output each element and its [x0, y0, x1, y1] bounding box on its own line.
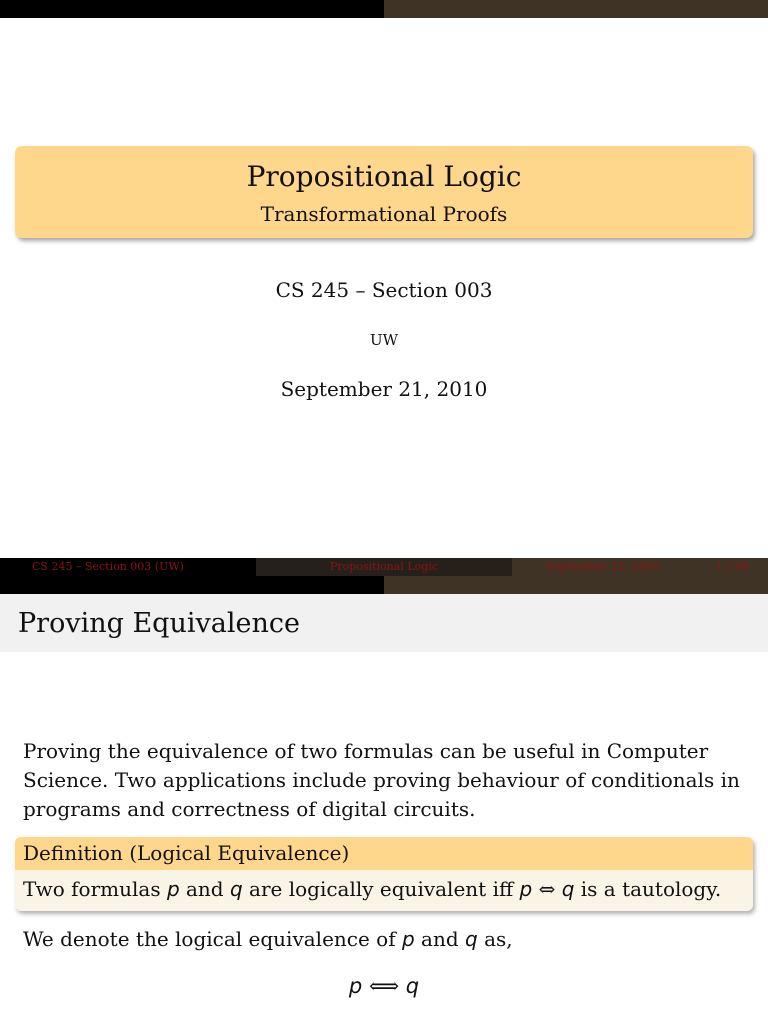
frame-title: Proving Equivalence — [18, 608, 300, 639]
definition-heading: Definition (Logical Equivalence) — [15, 837, 753, 870]
top-bar — [0, 0, 768, 18]
footer-author: CS 245 – Section 003 (UW) — [0, 558, 256, 576]
footer-page-number: 1 / 24 — [716, 560, 748, 573]
footer-title: Propositional Logic — [256, 558, 512, 576]
presentation-subtitle: Transformational Proofs — [260, 202, 508, 226]
title-box — [15, 146, 753, 238]
var-q: q — [229, 877, 243, 901]
footer-bar — [0, 558, 768, 576]
course-name: CS 245 – Section 003 — [275, 278, 493, 302]
equivalence-formula: p ⟺ q — [348, 974, 420, 998]
biconditional-symbol: ⇔ — [538, 877, 556, 901]
institution: UW — [369, 331, 399, 349]
definition-block — [15, 837, 753, 911]
frame-title-bar — [0, 594, 768, 652]
definition-body: Two formulas p and q are logically equivalent iff p ⇔ q is a tautology. — [23, 877, 722, 901]
footer-date: September 21, 2010 — [546, 560, 660, 573]
presentation-date: September 21, 2010 — [280, 377, 488, 401]
presentation-title: Propositional Logic — [246, 160, 522, 193]
var-p: p — [166, 877, 180, 901]
denote-sentence: We denote the logical equivalence of p and q as, — [23, 927, 513, 951]
footer-right — [512, 558, 768, 576]
equivalence-symbol: ⟺ — [368, 974, 400, 998]
content-slide — [0, 576, 768, 1024]
intro-paragraph: Proving the equivalence of two formulas can be useful in Computer Science. Two applications include proving behaviour of conditionals in programs and correctness of digital circuits. — [23, 739, 740, 821]
top-bar — [0, 576, 768, 594]
